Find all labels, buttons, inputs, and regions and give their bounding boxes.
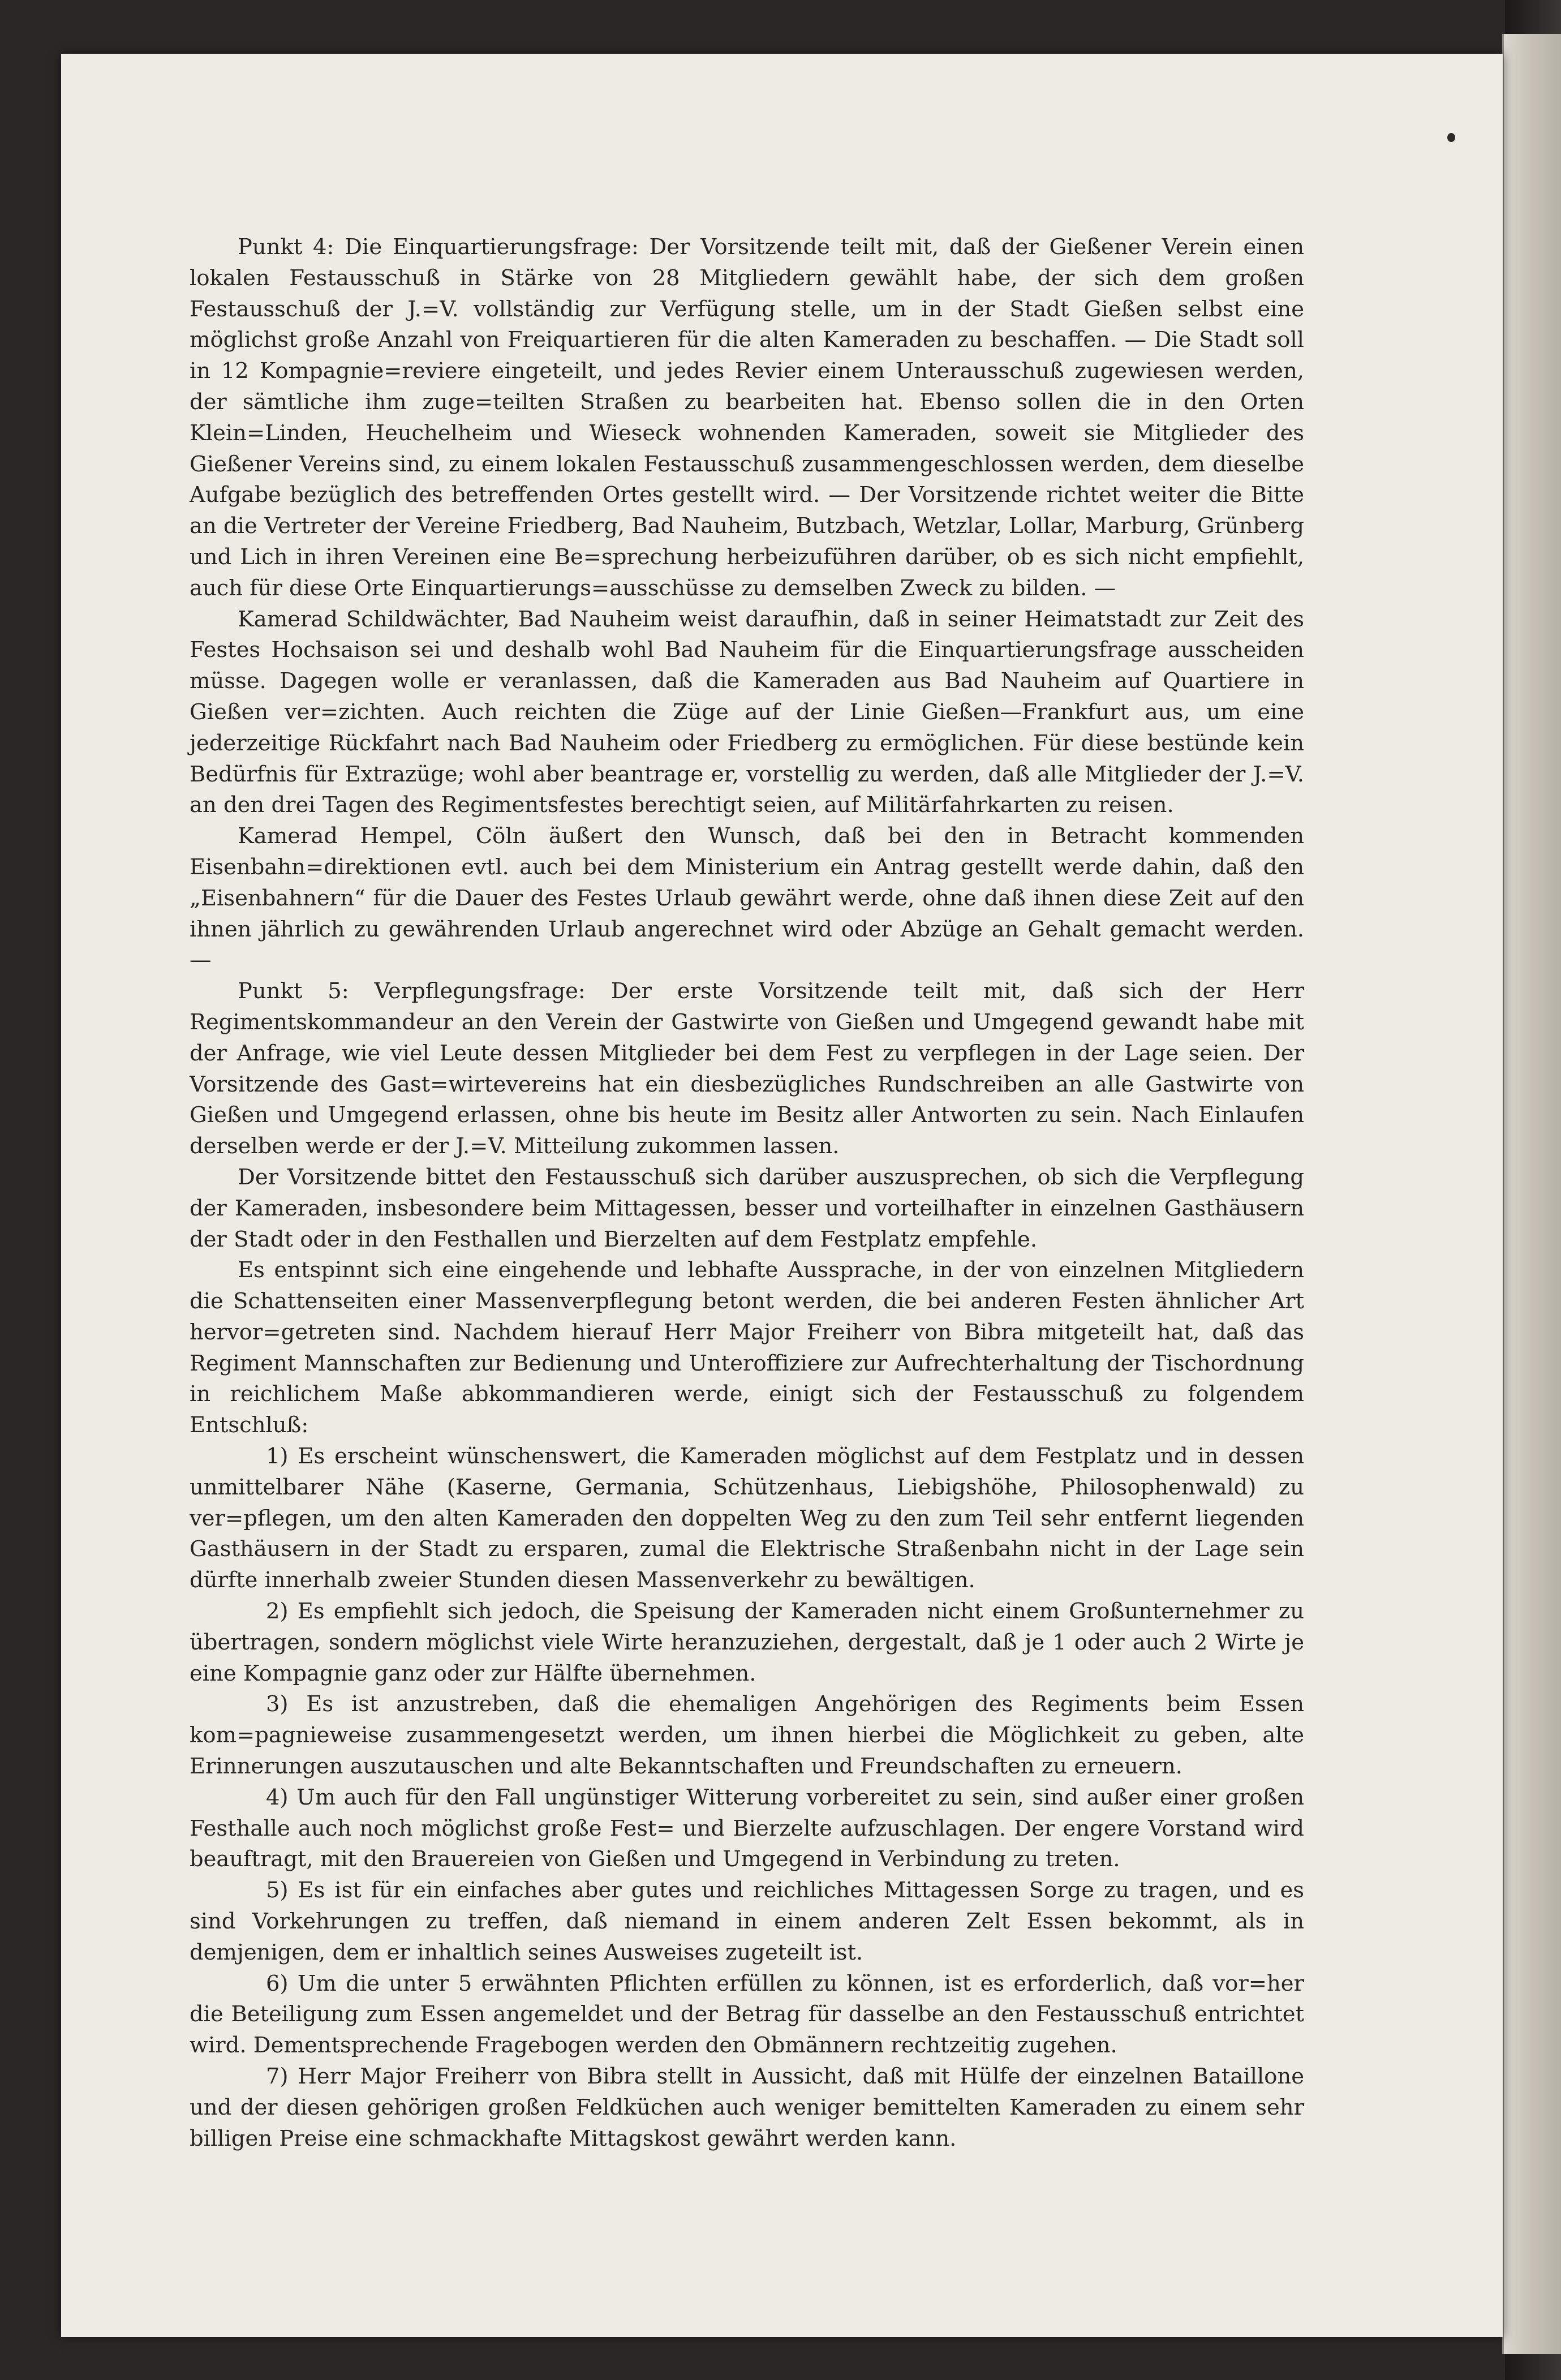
paper-spot — [1447, 133, 1455, 142]
resolution-item-5: 5) Es ist für ein einfaches aber gutes und reichliches Mittagessen Sorge zu tragen, und es sind Vorkehrungen zu treffen, daß niemand in einem anderen Zelt Essen bekommt, als in demjenigen, dem er inhaltlich seines Ausweises zugeteilt ist. — [190, 1878, 1304, 1965]
next-page-edge — [1502, 34, 1561, 2354]
paragraph-schildwaechter: Kamerad Schildwächter, Bad Nauheim weist daraufhin, daß in seiner Heimatstadt zur Zeit des Festes Hochsaison sei und deshalb wohl Bad Nauheim für die Einquartierungsfrage ausscheiden müsse. Dagegen wolle er veranlassen, daß die Kameraden aus Bad Nauheim auf Quartiere in Gießen ver=zichten. Auch reichten die Züge auf der Linie Gießen—Frankfurt aus, um eine jederzeitige Rückfahrt nach Bad Nauheim oder Friedberg zu ermöglichen. Für diese bestünde kein Bedürfnis für Extrazüge; wohl aber beantrage er, vorstellig zu werden, daß alle Mitglieder der J.=V. an den drei Tagen des Regimentsfestes berechtigt seien, auf Militärfahrkarten zu reisen. — [190, 606, 1304, 818]
paragraph-hempel: Kamerad Hempel, Cöln äußert den Wunsch, daß bei den in Betracht kommenden Eisenbahn=direktionen evtl. auch bei dem Ministerium ein Antrag gestellt werde dahin, daß den „Eisenbahnern“ für die Dauer des Festes Urlaub gewährt werde, ohne daß ihnen diese Zeit auf den ihnen jährlich zu gewährenden Urlaub angerechnet wird oder Abzüge an Gehalt gemacht werden. — — [190, 823, 1304, 973]
paragraph-punkt-5: Punkt 5: Verpflegungsfrage: Der erste Vorsitzende teilt mit, daß sich der Herr Regimentskommandeur an den Verein der Gastwirte von Gießen und Umgegend gewandt habe mit der Anfrage, wie viel Leute dessen Mitglieder bei dem Fest zu verpflegen in der Lage seien. Der Vorsitzende des Gast=wirtevereins hat ein diesbezügliches Rundschreiben an alle Gastwirte von Gießen und Umgegend erlassen, ohne bis heute im Besitz aller Antworten zu sein. Nach Einlaufen derselben werde er der J.=V. Mitteilung zukommen lassen. — [190, 978, 1304, 1159]
document-body — [190, 232, 1304, 2154]
resolution-item-7: 7) Herr Major Freiherr von Bibra stellt in Aussicht, daß mit Hülfe der einzelnen Bataillone und der diesen gehörigen großen Feldküchen auch weniger bemittelten Kameraden zu einem sehr billigen Preise eine schmackhafte Mittagskost gewährt werden kann. — [190, 2064, 1304, 2151]
paragraph-punkt-4: Punkt 4: Die Einquartierungsfrage: Der Vorsitzende teilt mit, daß der Gießener Verein einen lokalen Festausschuß in Stärke von 28 Mitgliedern gewählt habe, der sich dem großen Festausschuß der J.=V. vollständig zur Verfügung stelle, um in der Stadt Gießen selbst eine möglichst große Anzahl von Freiquartieren für die alten Kameraden zu beschaffen. — Die Stadt soll in 12 Kompagnie=reviere eingeteilt, und jedes Revier einem Unterausschuß zugewiesen werden, der sämtliche ihm zuge=teilten Straßen zu bearbeiten hat. Ebenso sollen die in den Orten Klein=Linden, Heuchelheim und Wieseck wohnenden Kameraden, soweit sie Mitglieder des Gießener Vereins sind, zu einem lokalen Festausschuß zusammengeschlossen werden, dem dieselbe Aufgabe bezüglich des betreffenden Ortes gestellt wird. — Der Vorsitzende richtet weiter die Bitte an die Vertreter der Vereine Friedberg, Bad Nauheim, Butzbach, Wetzlar, Lollar, Marburg, Grünberg und Lich in ihren Vereinen eine Be=sprechung herbeizuführen darüber, ob es sich nicht empfiehlt, auch für diese Orte Einquartierungs=ausschüsse zu demselben Zweck zu bilden. — — [190, 234, 1304, 601]
paragraph-aussprache: Es entspinnt sich eine eingehende und lebhafte Aussprache, in der von einzelnen Mitgliedern die Schattenseiten einer Massenverpflegung betont werden, die bei anderen Festen ähnlicher Art hervor=getreten sind. Nachdem hierauf Herr Major Freiherr von Bibra mitgeteilt hat, daß das Regiment Mannschaften zur Bedienung und Unteroffiziere zur Aufrechterhaltung der Tischordnung in reichlichem Maße abkommandieren werde, einigt sich der Festausschuß zu folgendem Entschluß: — [190, 1257, 1304, 1438]
resolution-item-4: 4) Um auch für den Fall ungünstiger Witterung vorbereitet zu sein, sind außer einer großen Festhalle auch noch möglichst große Fest= und Bierzelte aufzuschlagen. Der engere Vorstand wird beauftragt, mit den Brauereien von Gießen und Umgegend in Verbindung zu treten. — [190, 1784, 1304, 1872]
resolution-item-1: 1) Es erscheint wünschenswert, die Kameraden möglichst auf dem Festplatz und in dessen unmittelbarer Nähe (Kaserne, Germania, Schützenhaus, Liebigshöhe, Philosophenwald) zu ver=pflegen, um den alten Kameraden den doppelten Weg zu den zum Teil sehr entfernt liegenden Gasthäusern in der Stadt zu ersparen, zumal die Elektrische Straßenbahn nicht in der Lage sein dürfte innerhalb zweier Stunden diesen Massenverkehr zu bewältigen. — [190, 1444, 1304, 1593]
resolution-item-2: 2) Es empfiehlt sich jedoch, die Speisung der Kameraden nicht einem Großunternehmer zu übertragen, sondern möglichst viele Wirte heranzuziehen, dergestalt, daß je 1 oder auch 2 Wirte je eine Kompagnie ganz oder zur Hälfte übernehmen. — [190, 1599, 1304, 1686]
paragraph-vorsitzende-bittet: Der Vorsitzende bittet den Festausschuß sich darüber auszusprechen, ob sich die Verpflegung der Kameraden, insbesondere beim Mittagessen, besser und vorteilhafter in einzelnen Gasthäusern der Stadt oder in den Festhallen und Bierzelten auf dem Festplatz empfehle. — [190, 1164, 1304, 1252]
resolution-item-3: 3) Es ist anzustreben, daß die ehemaligen Angehörigen des Regiments beim Essen kom=pagnieweise zusammengesetzt werden, um ihnen hierbei die Möglichkeit zu geben, alte Erinnerungen auszutauschen und alte Bekanntschaften und Freundschaften zu erneuern. — [190, 1691, 1304, 1780]
resolution-item-6: 6) Um die unter 5 erwähnten Pflichten erfüllen zu können, ist es erforderlich, daß vor=her die Beteiligung zum Essen angemeldet und der Betrag für dasselbe an den Festausschuß entrichtet wird. Dementsprechende Fragebogen werden den Obmännern rechtzeitig zugehen. — [190, 1970, 1304, 2059]
